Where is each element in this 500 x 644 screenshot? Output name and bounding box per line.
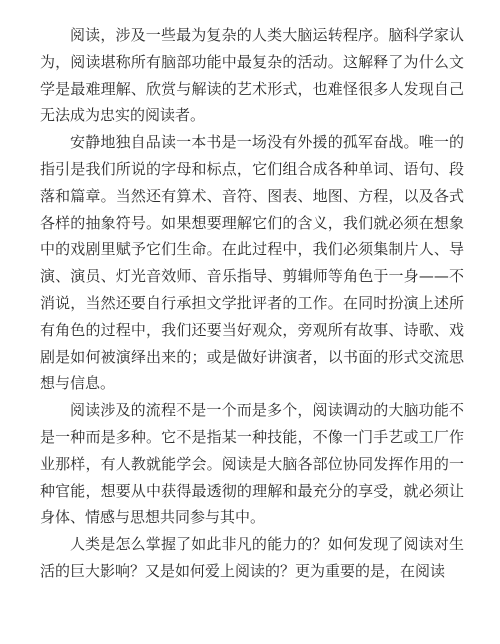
paragraph-4: 人类是怎么掌握了如此非凡的能力的？如何发现了阅读对生活的巨大影响？又是如何爱上阅读的？更为重要的是，在阅读 [40, 535, 464, 580]
paragraph-2: 安静地独自品读一本书是一场没有外援的孤军奋战。唯一的指引是我们所说的字母和标点，它们组合成各种单词、语句、段落和篇章。当然还有算术、音符、图表、地图、方程，以及各式各样的抽象符号。如果想要理解它们的含义，我们就必须在想象中的戏剧里赋予它们生命。在此过程中，我们必须集制片人、导演、演员、灯光音效师、音乐指导、剪辑师等角色于一身——不消说，当然还要自行承担文学批评者的工作。在同时扮演上述所有角色的过程中，我们还要当好观众，旁观所有故事、诗歌、戏剧是如何被演绎出来的；或是做好讲演者，以书面的形式交流思想与信息。 [40, 133, 464, 393]
paragraph-1: 阅读，涉及一些最为复杂的人类大脑运转程序。脑科学家认为，阅读堪称所有脑部功能中最复杂的活动。这解释了为什么文学是最难理解、欣赏与解读的艺术形式，也难怪很多人发现自己无法成为忠实的阅读者。 [40, 26, 464, 125]
body-text [40, 22, 464, 585]
paragraph-3: 阅读涉及的流程不是一个而是多个，阅读调动的大脑功能不是一种而是多种。它不是指某一种技能，不像一门手艺或工厂作业那样，有人教就能学会。阅读是大脑各部位协同发挥作用的一种官能，想要从中获得最透彻的理解和最充分的享受，就必须让身体、情感与思想共同参与其中。 [40, 401, 464, 527]
